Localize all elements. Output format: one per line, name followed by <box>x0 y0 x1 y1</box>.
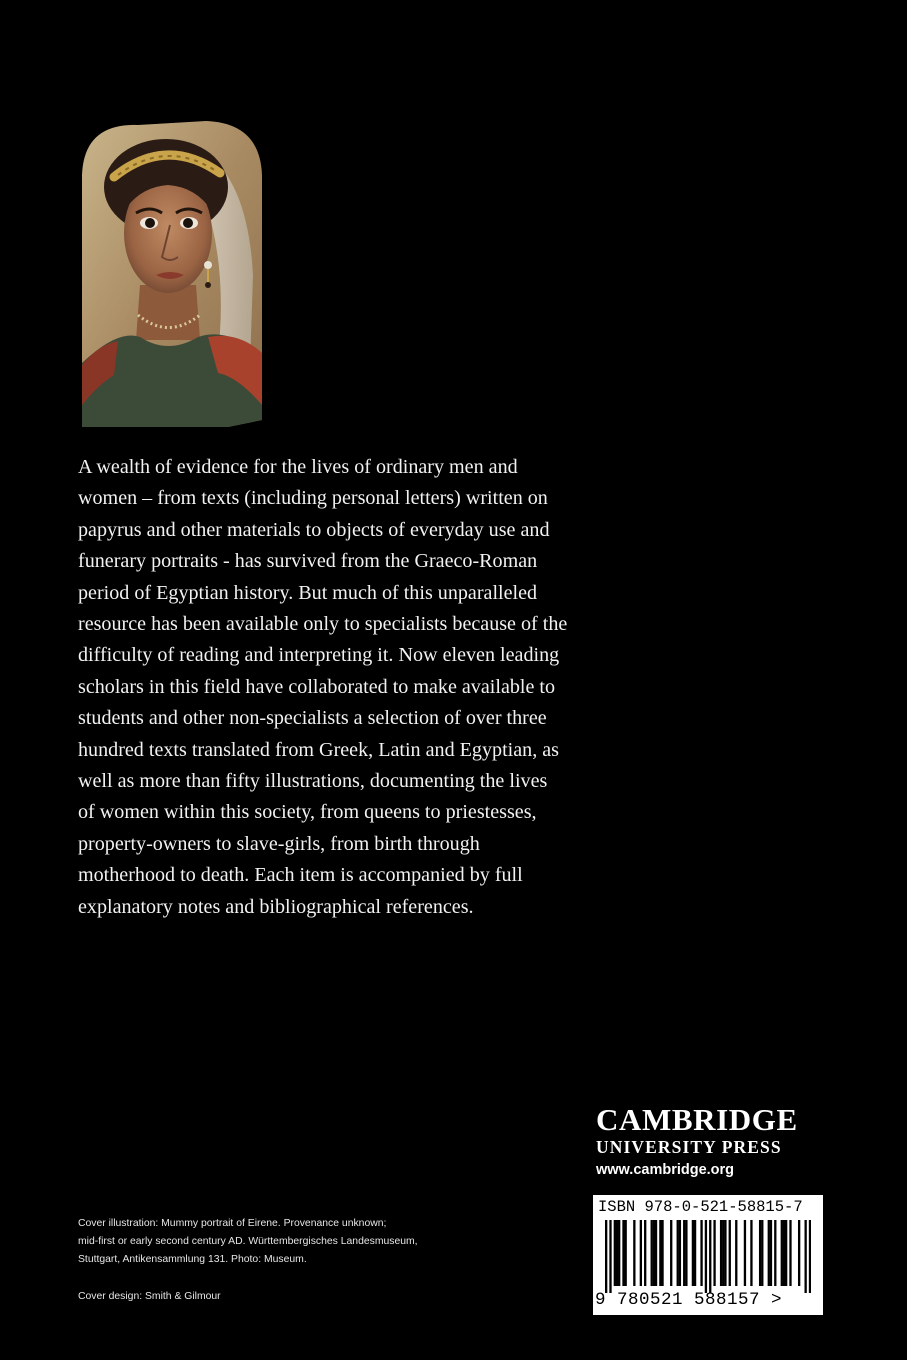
barcode-bar <box>720 1220 722 1286</box>
blurb-line: resource has been available only to specialists because of the <box>78 613 568 636</box>
barcode-bar <box>722 1220 724 1286</box>
barcode-bar <box>729 1220 731 1286</box>
blurb-line: scholars in this field have collaborated to make available to <box>78 675 556 698</box>
blurb-line: explanatory notes and bibliographical references. <box>78 895 474 918</box>
barcode-bar <box>724 1220 726 1286</box>
barcode-bar <box>804 1220 806 1293</box>
barcode-bar <box>709 1220 711 1293</box>
cover-portrait-image <box>78 115 266 427</box>
publisher-website: www.cambridge.org <box>596 1162 735 1178</box>
blurb-line: women – from texts (including personal letters) written on <box>78 487 548 510</box>
barcode-bar <box>785 1220 787 1286</box>
isbn-barcode <box>593 1195 823 1315</box>
cover-design-credit: Cover design: Smith & Gilmour <box>78 1291 221 1302</box>
barcode-bar <box>633 1220 635 1286</box>
barcode-bar <box>809 1220 811 1293</box>
blurb-line: of women within this society, from queens to priestesses, <box>78 801 537 824</box>
barcode-bar <box>789 1220 791 1286</box>
isbn-label: ISBN 978-0-521-58815-7 <box>598 1198 803 1216</box>
cover-illustration-credit <box>78 1215 418 1269</box>
barcode-bar <box>692 1220 694 1286</box>
back-cover-blurb <box>78 452 638 923</box>
credit-line: Stuttgart, Antikensammlung 131. Photo: Museum. <box>78 1254 307 1265</box>
barcode-bar <box>622 1220 624 1286</box>
barcode-bar <box>750 1220 752 1286</box>
blurb-line: hundred texts translated from Greek, Latin and Egyptian, as <box>78 738 559 761</box>
barcode-bar <box>653 1220 655 1286</box>
barcode-bar <box>625 1220 627 1286</box>
credit-line: Cover illustration: Mummy portrait of Eirene. Provenance unknown; <box>78 1218 387 1229</box>
barcode-bar <box>677 1220 679 1286</box>
barcode-bar <box>609 1220 611 1293</box>
barcode-bar <box>735 1220 737 1286</box>
blurb-line: students and other non-specialists a selection of over three <box>78 707 547 730</box>
barcode-bar <box>659 1220 661 1286</box>
barcode-bar <box>783 1220 785 1286</box>
blurb-line: funerary portraits - has survived from the Graeco-Roman <box>78 550 538 573</box>
blurb-line: papyrus and other materials to objects of everyday use and <box>78 518 550 541</box>
blurb-line: motherhood to death. Each item is accompanied by full <box>78 864 523 887</box>
publisher-logo <box>596 1104 826 1181</box>
blurb-line: A wealth of evidence for the lives of ordinary men and <box>78 456 518 478</box>
barcode-bar <box>670 1220 672 1286</box>
barcode-bars <box>605 1220 811 1293</box>
barcode-bar <box>774 1220 776 1286</box>
publisher-subtitle: UNIVERSITY PRESS <box>596 1137 782 1157</box>
barcode-bar <box>640 1220 642 1286</box>
barcode-bar <box>679 1220 681 1286</box>
publisher-name: CAMBRIDGE <box>596 1102 798 1137</box>
barcode-bar <box>705 1220 707 1293</box>
credit-line: mid-first or early second century AD. Württembergisches Landesmuseum, <box>78 1236 418 1247</box>
barcode-bar <box>685 1220 687 1286</box>
barcode-bar <box>655 1220 657 1286</box>
barcode-bar <box>768 1220 770 1286</box>
barcode-bar <box>661 1220 663 1286</box>
barcode-bar <box>644 1220 646 1286</box>
barcode-bar <box>618 1220 620 1286</box>
barcode-bar <box>770 1220 772 1286</box>
barcode-digits: 9 780521 588157 > <box>595 1290 783 1310</box>
barcode-bar <box>683 1220 685 1286</box>
blurb-line: well as more than fifty illustrations, documenting the lives <box>78 770 548 793</box>
barcode-bar <box>781 1220 783 1286</box>
blurb-line: property-owners to slave-girls, from birth through <box>78 832 480 855</box>
barcode-bar <box>798 1220 800 1286</box>
barcode-bar <box>651 1220 653 1286</box>
barcode-bar <box>744 1220 746 1286</box>
barcode-bar <box>616 1220 618 1286</box>
blurb-line: period of Egyptian history. But much of this unparalleled <box>78 581 538 604</box>
barcode-bar <box>614 1220 616 1286</box>
blurb-line: difficulty of reading and interpreting it. Now eleven leading <box>78 644 560 667</box>
barcode-bar <box>761 1220 763 1286</box>
barcode-bar <box>605 1220 607 1293</box>
barcode-bar <box>713 1220 715 1286</box>
barcode-bar <box>694 1220 696 1286</box>
barcode-bar <box>700 1220 702 1286</box>
barcode-bar <box>759 1220 761 1286</box>
